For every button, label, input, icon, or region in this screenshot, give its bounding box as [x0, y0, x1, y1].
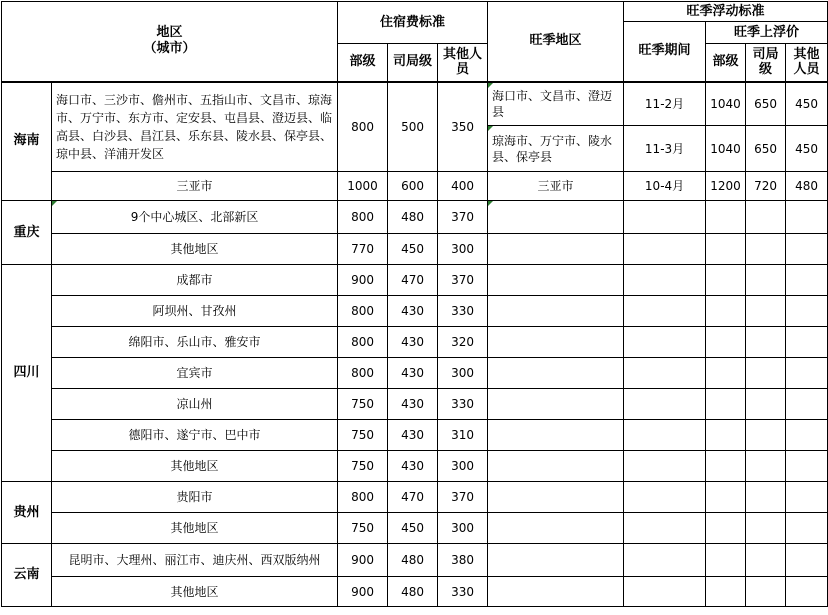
peak-empty [786, 234, 828, 265]
sichuan-bureau-5: 430 [388, 420, 438, 451]
yunnan-other-0: 380 [438, 544, 488, 577]
sanya-other: 400 [438, 172, 488, 201]
peak-empty [786, 327, 828, 358]
peak-empty [746, 389, 786, 420]
peak-empty [706, 451, 746, 482]
sichuan-bureau-1: 430 [388, 296, 438, 327]
peak-empty [746, 296, 786, 327]
peak-bureau-qionghai: 650 [746, 126, 786, 172]
header-region-label: 地区 [156, 25, 183, 41]
peak-empty [746, 420, 786, 451]
peak-bureau-sanya: 720 [746, 172, 786, 201]
chongqing-other-0: 370 [438, 201, 488, 234]
peak-bureau-haikou: 650 [746, 82, 786, 126]
peak-empty [624, 265, 706, 296]
header-peak-bureau: 司局级 [746, 44, 786, 82]
sichuan-ministerial-5: 750 [338, 420, 388, 451]
peak-empty [488, 327, 624, 358]
peak-empty [624, 389, 706, 420]
peak-empty [746, 327, 786, 358]
peak-empty [746, 234, 786, 265]
hainan-ministerial: 800 [338, 82, 388, 172]
peak-empty [746, 265, 786, 296]
peak-other-haikou: 450 [786, 82, 828, 126]
sichuan-ministerial-6: 750 [338, 451, 388, 482]
yunnan-city-0: 昆明市、大理州、丽江市、迪庆州、西双版纳州 [52, 544, 338, 577]
guizhou-bureau-1: 450 [388, 513, 438, 544]
peak-empty [786, 420, 828, 451]
peak-empty [488, 420, 624, 451]
yunnan-other-1: 330 [438, 577, 488, 607]
chongqing-bureau-0: 480 [388, 201, 438, 234]
yunnan-ministerial-1: 900 [338, 577, 388, 607]
sichuan-bureau-2: 430 [388, 327, 438, 358]
peak-empty [488, 482, 624, 513]
chongqing-city-1: 其他地区 [52, 234, 338, 265]
header-region [2, 2, 338, 82]
peak-empty [488, 234, 624, 265]
sichuan-ministerial-4: 750 [338, 389, 388, 420]
guizhou-bureau-0: 470 [388, 482, 438, 513]
peak-empty [624, 482, 706, 513]
header-lodging-standard: 住宿费标准 [338, 2, 488, 44]
sichuan-other-5: 310 [438, 420, 488, 451]
peak-empty [746, 201, 786, 234]
hainan-cities-group: 海口市、三沙市、儋州市、五指山市、文昌市、琼海市、万宁市、东方市、定安县、屯昌县、澄迈县、临高县、白沙县、昌江县、乐东县、陵水县、保亭县、琼中县、洋浦开发区 [52, 82, 338, 172]
peak-other-qionghai: 450 [786, 126, 828, 172]
peak-region-sanya: 三亚市 [488, 172, 624, 201]
hainan-other: 350 [438, 82, 488, 172]
sichuan-city-5: 德阳市、遂宁市、巴中市 [52, 420, 338, 451]
guizhou-city-0: 贵阳市 [52, 482, 338, 513]
peak-empty [706, 482, 746, 513]
chongqing-ministerial-1: 770 [338, 234, 388, 265]
peak-empty [746, 513, 786, 544]
peak-empty [706, 327, 746, 358]
peak-empty [488, 544, 624, 577]
peak-empty [706, 201, 746, 234]
peak-ministerial-qionghai: 1040 [706, 126, 746, 172]
sichuan-other-2: 320 [438, 327, 488, 358]
guizhou-city-1: 其他地区 [52, 513, 338, 544]
header-ministerial: 部级 [338, 44, 388, 82]
province-sichuan: 四川 [2, 265, 52, 482]
lodging-fee-table [1, 1, 828, 607]
peak-empty [488, 201, 624, 234]
peak-empty [624, 420, 706, 451]
sanya-ministerial: 1000 [338, 172, 388, 201]
yunnan-bureau-0: 480 [388, 544, 438, 577]
peak-empty [706, 577, 746, 607]
peak-empty [786, 358, 828, 389]
chongqing-bureau-1: 450 [388, 234, 438, 265]
sichuan-ministerial-2: 800 [338, 327, 388, 358]
sichuan-city-6: 其他地区 [52, 451, 338, 482]
peak-empty [786, 513, 828, 544]
header-peak-float-standard: 旺季浮动标准 [624, 2, 828, 22]
header-peak-region: 旺季地区 [488, 2, 624, 82]
province-chongqing: 重庆 [2, 201, 52, 265]
peak-empty [706, 296, 746, 327]
chongqing-ministerial-0: 800 [338, 201, 388, 234]
peak-empty [706, 389, 746, 420]
province-guizhou: 贵州 [2, 482, 52, 544]
peak-empty [624, 201, 706, 234]
peak-empty [786, 577, 828, 607]
peak-empty [624, 296, 706, 327]
province-hainan: 海南 [2, 82, 52, 201]
peak-empty [786, 296, 828, 327]
peak-region-qionghai: 琼海市、万宁市、陵水县、保亭县 [488, 126, 624, 172]
peak-empty [746, 358, 786, 389]
chongqing-other-1: 300 [438, 234, 488, 265]
peak-empty [624, 327, 706, 358]
yunnan-bureau-1: 480 [388, 577, 438, 607]
sichuan-bureau-0: 470 [388, 265, 438, 296]
sichuan-other-0: 370 [438, 265, 488, 296]
sichuan-city-1: 阿坝州、甘孜州 [52, 296, 338, 327]
peak-empty [786, 389, 828, 420]
sichuan-bureau-6: 430 [388, 451, 438, 482]
header-peak-ministerial: 部级 [706, 44, 746, 82]
peak-empty [786, 451, 828, 482]
sichuan-ministerial-0: 900 [338, 265, 388, 296]
peak-empty [488, 577, 624, 607]
hainan-bureau: 500 [388, 82, 438, 172]
peak-empty [786, 544, 828, 577]
sichuan-ministerial-1: 800 [338, 296, 388, 327]
header-peak-period: 旺季期间 [624, 22, 706, 82]
peak-empty [706, 420, 746, 451]
sichuan-other-4: 330 [438, 389, 488, 420]
peak-empty [786, 265, 828, 296]
peak-period-haikou: 11-2月 [624, 82, 706, 126]
peak-empty [624, 544, 706, 577]
peak-empty [786, 201, 828, 234]
peak-empty [488, 358, 624, 389]
sichuan-ministerial-3: 800 [338, 358, 388, 389]
peak-empty [706, 234, 746, 265]
peak-empty [706, 544, 746, 577]
province-yunnan: 云南 [2, 544, 52, 607]
sichuan-other-3: 300 [438, 358, 488, 389]
peak-empty [488, 513, 624, 544]
peak-empty [624, 234, 706, 265]
peak-period-sanya: 10-4月 [624, 172, 706, 201]
guizhou-other-0: 370 [438, 482, 488, 513]
peak-empty [488, 451, 624, 482]
sichuan-city-4: 凉山州 [52, 389, 338, 420]
peak-ministerial-sanya: 1200 [706, 172, 746, 201]
peak-region-haikou: 海口市、文昌市、澄迈县 [488, 82, 624, 126]
peak-empty [624, 358, 706, 389]
header-other: 其他人员 [438, 44, 488, 82]
sichuan-bureau-4: 430 [388, 389, 438, 420]
header-peak-upper-price: 旺季上浮价 [706, 22, 828, 44]
header-peak-other: 其他人员 [786, 44, 828, 82]
peak-empty [746, 482, 786, 513]
peak-other-sanya: 480 [786, 172, 828, 201]
header-region-sub-label: （城市） [143, 41, 196, 57]
sichuan-city-3: 宜宾市 [52, 358, 338, 389]
peak-empty [488, 296, 624, 327]
hainan-sanya: 三亚市 [52, 172, 338, 201]
peak-empty [488, 265, 624, 296]
chongqing-city-0: 9个中心城区、北部新区 [52, 201, 338, 234]
guizhou-ministerial-1: 750 [338, 513, 388, 544]
peak-empty [746, 544, 786, 577]
peak-empty [706, 513, 746, 544]
peak-empty [624, 513, 706, 544]
sichuan-bureau-3: 430 [388, 358, 438, 389]
yunnan-ministerial-0: 900 [338, 544, 388, 577]
sichuan-other-6: 300 [438, 451, 488, 482]
peak-empty [786, 482, 828, 513]
header-bureau: 司局级 [388, 44, 438, 82]
sichuan-other-1: 330 [438, 296, 488, 327]
peak-empty [488, 389, 624, 420]
yunnan-city-1: 其他地区 [52, 577, 338, 607]
peak-empty [624, 451, 706, 482]
guizhou-ministerial-0: 800 [338, 482, 388, 513]
peak-empty [624, 577, 706, 607]
sanya-bureau: 600 [388, 172, 438, 201]
peak-empty [706, 358, 746, 389]
guizhou-other-1: 300 [438, 513, 488, 544]
peak-empty [746, 451, 786, 482]
peak-period-qionghai: 11-3月 [624, 126, 706, 172]
sichuan-city-0: 成都市 [52, 265, 338, 296]
peak-ministerial-haikou: 1040 [706, 82, 746, 126]
peak-empty [706, 265, 746, 296]
peak-empty [746, 577, 786, 607]
sichuan-city-2: 绵阳市、乐山市、雅安市 [52, 327, 338, 358]
